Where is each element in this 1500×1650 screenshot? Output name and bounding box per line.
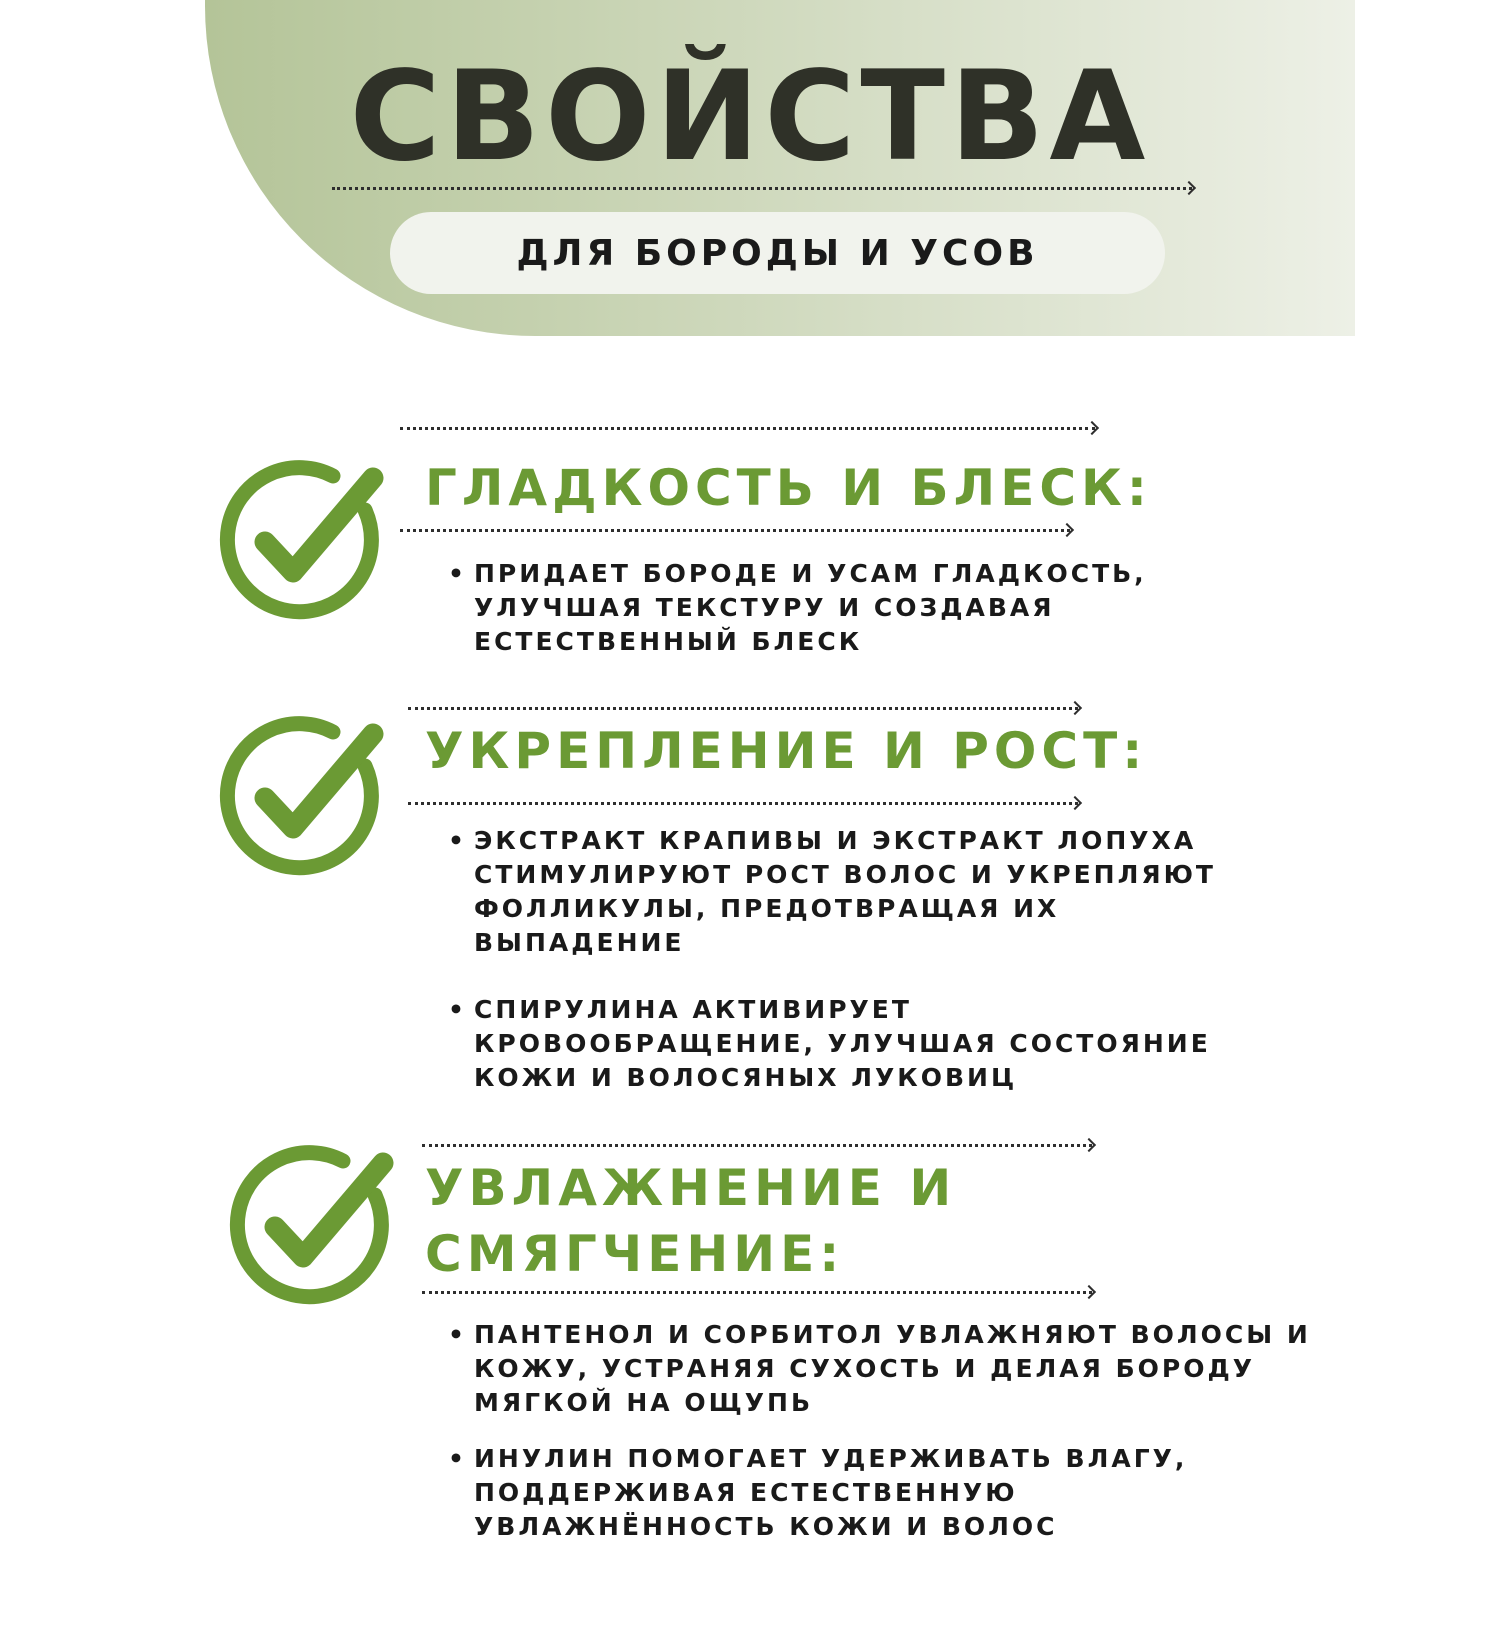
section-heading	[425, 718, 1147, 784]
section-divider-arrow	[408, 802, 1078, 805]
heading-line: ГЛАДКОСТЬ И БЛЕСК:	[425, 459, 1152, 517]
bullet-line: КОЖИ И ВОЛОСЯНЫХ ЛУКОВИЦ	[474, 1063, 1018, 1092]
page-subtitle: ДЛЯ БОРОДЫ И УСОВ	[516, 232, 1039, 274]
bullet-line: КРОВООБРАЩЕНИЕ, УЛУЧШАЯ СОСТОЯНИЕ	[474, 1029, 1211, 1058]
bullet-line: СТИМУЛИРУЮТ РОСТ ВОЛОС И УКРЕПЛЯЮТ	[474, 860, 1216, 889]
bullet-line: • ИНУЛИН ПОМОГАЕТ УДЕРЖИВАТЬ ВЛАГУ,	[474, 1444, 1188, 1473]
header-divider-arrow	[332, 187, 1192, 190]
bullet-line: • СПИРУЛИНА АКТИВИРУЕТ	[474, 995, 912, 1024]
check-circle-icon	[225, 1135, 395, 1305]
bullet-line: УЛУЧШАЯ ТЕКСТУРУ И СОЗДАВАЯ	[474, 593, 1055, 622]
bullet-line: КОЖУ, УСТРАНЯЯ СУХОСТЬ И ДЕЛАЯ БОРОДУ	[474, 1354, 1256, 1383]
bullet-line: ПОДДЕРЖИВАЯ ЕСТЕСТВЕННУЮ	[474, 1478, 1018, 1507]
bullet-line: • ЭКСТРАКТ КРАПИВЫ И ЭКСТРАКТ ЛОПУХА	[474, 826, 1197, 855]
bullet-line: ВЫПАДЕНИЕ	[474, 928, 685, 957]
bullet-line: УВЛАЖНЁННОСТЬ КОЖИ И ВОЛОС	[474, 1512, 1058, 1541]
bullet-item	[448, 993, 1211, 1095]
check-circle-icon	[215, 450, 385, 620]
bullet-line: ФОЛЛИКУЛЫ, ПРЕДОТВРАЩАЯ ИХ	[474, 894, 1060, 923]
subtitle-pill	[390, 212, 1165, 294]
heading-line: УВЛАЖНЕНИЕ И	[425, 1159, 957, 1217]
section-heading	[425, 1155, 956, 1287]
heading-line: УКРЕПЛЕНИЕ И РОСТ:	[425, 722, 1148, 780]
bullet-item	[448, 824, 1216, 960]
section-divider-arrow	[422, 1144, 1092, 1147]
bullet-line: • ПРИДАЕТ БОРОДЕ И УСАМ ГЛАДКОСТЬ,	[474, 559, 1147, 588]
bullet-line: ЕСТЕСТВЕННЫЙ БЛЕСК	[474, 627, 863, 656]
bullet-item	[448, 1318, 1311, 1420]
page-title: СВОЙСТВА	[349, 45, 1151, 189]
bullet-line: • ПАНТЕНОЛ И СОРБИТОЛ УВЛАЖНЯЮТ ВОЛОСЫ И	[474, 1320, 1311, 1349]
bullet-item	[448, 557, 1147, 659]
section-heading	[425, 455, 1152, 521]
section-divider-arrow	[400, 529, 1070, 532]
section-divider-arrow	[400, 427, 1095, 430]
check-circle-icon	[215, 706, 385, 876]
section-divider-arrow	[408, 707, 1078, 710]
section-divider-arrow	[422, 1291, 1092, 1294]
heading-line: СМЯГЧЕНИЕ:	[425, 1225, 845, 1283]
bullet-line: МЯГКОЙ НА ОЩУПЬ	[474, 1388, 813, 1417]
bullet-item	[448, 1442, 1187, 1544]
